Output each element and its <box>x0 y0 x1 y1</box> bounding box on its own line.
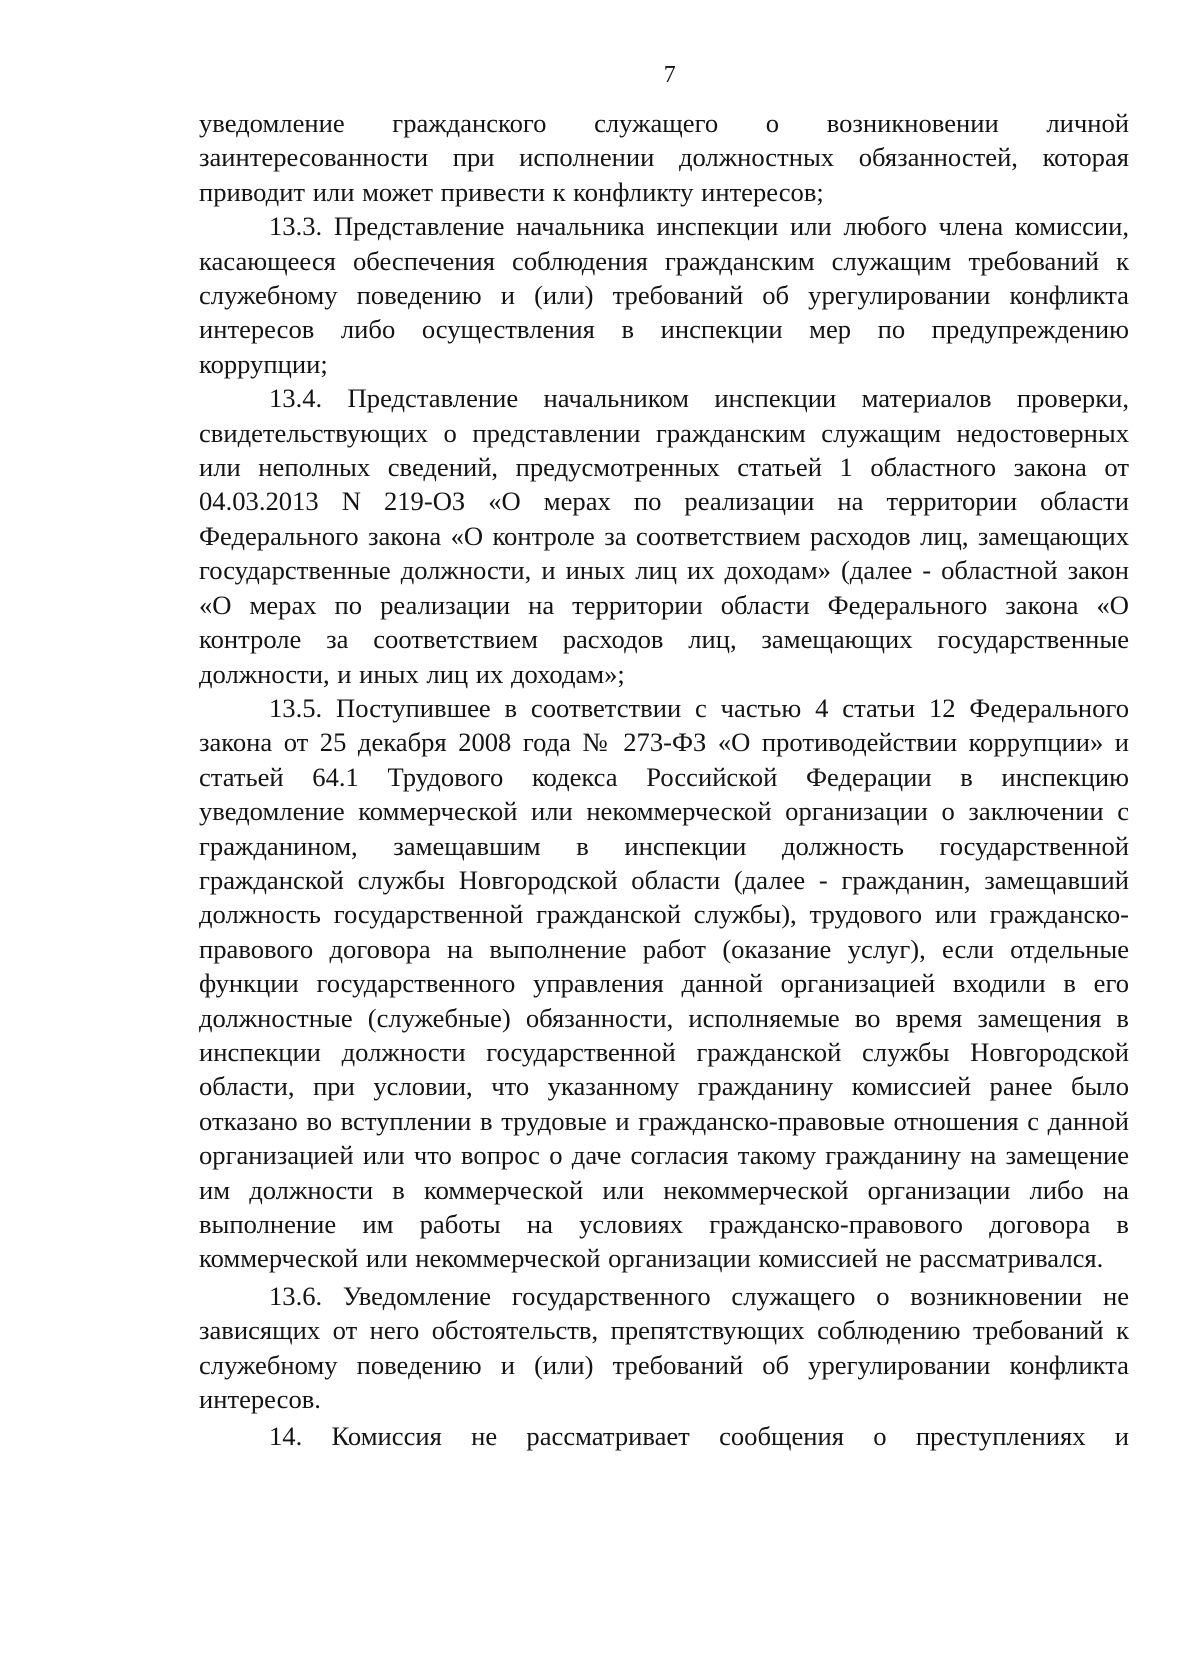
paragraph-14: 14. Комиссия не рассматривает сообщения о преступлениях и <box>269 1421 1129 1452</box>
document-body <box>199 106 1129 1454</box>
page-number: 7 <box>663 62 677 88</box>
paragraph-13-6: 13.6. Уведомление государственного служащего о возникновении не зависящих от него обстоятельств, препятствующих соблюдению требований к служебному поведению и (или) требований об урегулировании конфликта интересов. <box>199 1280 1129 1415</box>
paragraph-continuation: уведомление гражданского служащего о возникновении личной заинтересованности при исполнении должностных обязанностей, которая приводит или может привести к конфликту интересов; <box>199 108 1129 207</box>
paragraph-13-4: 13.4. Представление начальником инспекции материалов проверки, свидетельствующих о представлении гражданским служащим недостоверных или неполных сведений, предусмотренных статьей 1 областного закона от 04.03.2013 N 219-ОЗ «О мерах по реализации на территории области Федерального закона «О контроле за соответствием расходов лиц, замещающих государственные должности, и иных лиц их доходам» (далее - областной закон «О мерах по реализации на территории области Федерального закона «О контроле за соответствием расходов лиц, замещающих государственные должности, и иных лиц их доходам»; <box>199 383 1129 689</box>
paragraph-13-3: 13.3. Представление начальника инспекции или любого члена комиссии, касающееся обеспечения соблюдения гражданским служащим требований к служебному поведению и (или) требований об урегулировании конфликта интересов либо осуществления в инспекции мер по предупреждению коррупции; <box>199 211 1129 379</box>
paragraph-13-5: 13.5. Поступившее в соответствии с частью 4 статьи 12 Федерального закона от 25 декабря 2008 года № 273-ФЗ «О противодействии коррупции» и статьей 64.1 Трудового кодекса Российской Федерации в инспекцию уведомление коммерческой или некоммерческой организации о заключении с гражданином, замещавшим в инспекции должность государственной гражданской службы Новгородской области (далее - гражданин, замещавший должность государственной гражданской службы), трудового или гражданско-правового договора на выполнение работ (оказание услуг), если отдельные функции государственного управления данной организацией входили в его должностные (служебные) обязанности, исполняемые во время замещения в инспекции должности государственной гражданской службы Новгородской области, при условии, что указанному гражданину комиссией ранее было отказано во вступлении в трудовые и гражданско-правовые отношения с данной организацией или что вопрос о даче согласия такому гражданину на замещение им должности в коммерческой или некоммерческой организации либо на выполнение им работы на условиях гражданско-правового договора в коммерческой или некоммерческой организации комиссией не рассматривался. <box>199 692 1129 1274</box>
